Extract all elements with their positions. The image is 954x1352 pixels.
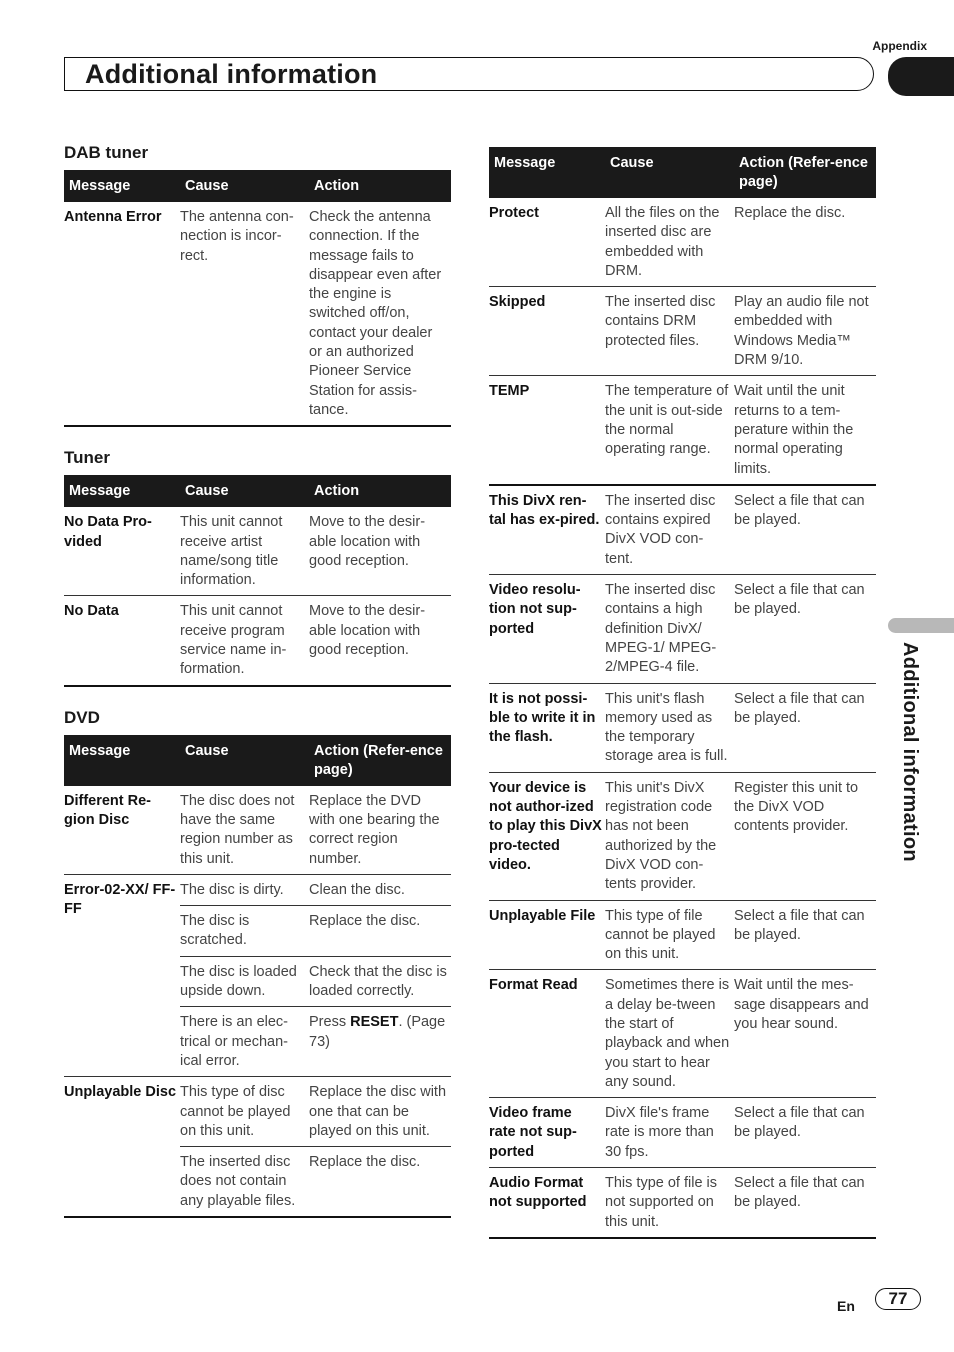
table-row [489,1168,876,1238]
message-cell: Different Re-gion Disc [64,786,180,875]
cause-cell: This unit cannot receive program service name in-formation. [180,596,309,686]
action-cell: Select a file that can be played. [734,683,876,772]
right-column [489,147,876,1239]
action-cell: Check the antenna connection. If the message fails to disappear even after the engine is switched off/on, contact your dealer or an authorized Pioneer Service Station for assis-tance. [309,202,451,426]
action-cell: Check that the disc is loaded correctly. [309,956,451,1007]
action-cell: Play an audio file not embedded with Windows Media™ DRM 9/10. [734,287,876,376]
table-row [64,202,451,426]
dvd-continued-table [489,147,876,1239]
cause-cell: DivX file's frame rate is more than 30 fps. [605,1098,734,1168]
dab-section-title: DAB tuner [64,143,149,162]
message-cell: This DivX ren-tal has ex-pired. [489,485,605,575]
message-cell: Error-02-XX/ FF-FF [64,874,180,1076]
action-cell: Replace the DVD with one bearing the correct region number. [309,786,451,875]
table-row [489,485,876,575]
header-cause: Cause [180,170,309,202]
table-row [64,1077,451,1147]
header-cause: Cause [180,735,309,786]
right-table-body [489,198,876,1238]
header-action: Action (Refer-ence page) [734,147,876,198]
action-cell: Move to the desir-able location with good reception. [309,596,451,686]
table-header-row [489,147,876,198]
language-label: En [837,1298,855,1314]
cause-cell: The inserted disc contains DRM protected files. [605,287,734,376]
message-cell: TEMP [489,376,605,485]
cause-cell: This unit cannot receive artist name/song title information. [180,507,309,596]
dab-table [64,170,451,427]
table-header-row [64,475,451,507]
header-cause: Cause [605,147,734,198]
table-row [489,287,876,376]
message-cell: Audio Format not supported [489,1168,605,1238]
tuner-table [64,475,451,686]
page-title: Additional information [85,59,378,89]
reset-keyword: RESET [350,1014,399,1031]
table-row [489,900,876,970]
action-text-post: . (Page 73) [309,1014,446,1050]
cause-cell: The temperature of the unit is out-side the normal operating range. [605,376,734,485]
table-row [64,786,451,875]
action-cell: Move to the desir-able location with good reception. [309,507,451,596]
message-cell: It is not possi-ble to write it in the flash. [489,683,605,772]
action-cell: Clean the disc. [309,874,451,905]
action-cell: Select a file that can be played. [734,485,876,575]
table-row [489,198,876,287]
table-row [489,376,876,485]
dvd-table [64,735,451,1218]
action-cell: Replace the disc. [734,198,876,287]
message-cell: Unplayable Disc [64,1077,180,1217]
table-row [489,772,876,900]
header-action: Action (Refer-ence page) [309,735,451,786]
header-message: Message [64,735,180,786]
chapter-tab [888,57,954,96]
message-cell: Protect [489,198,605,287]
action-cell: Select a file that can be played. [734,1168,876,1238]
table-row [64,507,451,596]
action-cell: Select a file that can be played. [734,575,876,683]
table-row [489,575,876,683]
cause-cell: All the files on the inserted disc are embedded with DRM. [605,198,734,287]
section-label: Appendix [872,39,927,53]
table-row [64,874,451,905]
header-cause: Cause [180,475,309,507]
left-column [64,140,451,1218]
cause-cell: This type of disc cannot be played on this unit. [180,1077,309,1147]
action-text-pre: Press [309,1014,351,1031]
dvd-section-title: DVD [64,707,100,727]
table-row [489,1098,876,1168]
cause-cell: Sometimes there is a delay be-tween the start of playback and when you start to hear any sound. [605,970,734,1098]
cause-cell: The disc is loaded upside down. [180,956,309,1007]
tuner-section-title: Tuner [64,448,110,468]
header-message: Message [489,147,605,198]
table-header-row [64,735,451,786]
cause-cell: There is an elec-trical or mechan-ical error. [180,1007,309,1077]
message-cell: Format Read [489,970,605,1098]
cause-cell: The inserted disc contains a high definition DivX/ MPEG-1/ MPEG-2/MPEG-4 file. [605,575,734,683]
cause-cell: This unit's DivX registration code has not been authorized by the DivX VOD con-tents provider. [605,772,734,900]
cause-cell: The inserted disc contains expired DivX VOD con-tent. [605,485,734,575]
cause-cell: The disc is scratched. [180,906,309,957]
action-cell: Wait until the unit returns to a tem-perature within the normal operating limits. [734,376,876,485]
cause-cell: This type of file cannot be played on this unit. [605,900,734,970]
cause-cell: The antenna con-nection is incor-rect. [180,202,309,426]
header-message: Message [64,475,180,507]
side-section-label: Additional information [899,642,921,862]
action-cell [309,1007,451,1077]
action-cell: Register this unit to the DivX VOD contents provider. [734,772,876,900]
message-cell: Your device is not author-ized to play this DivX pro-tected video. [489,772,605,900]
table-row [64,596,451,686]
table-row [489,683,876,772]
cause-cell: The inserted disc does not contain any playable files. [180,1147,309,1217]
message-cell: Unplayable File [489,900,605,970]
message-cell: Video frame rate not sup-ported [489,1098,605,1168]
action-cell: Wait until the mes-sage disappears and you hear sound. [734,970,876,1098]
title-bar [64,57,874,91]
cause-cell: The disc is dirty. [180,874,309,905]
message-cell: Video resolu-tion not sup-ported [489,575,605,683]
message-cell: No Data Pro-vided [64,507,180,596]
action-cell: Replace the disc with one that can be played on this unit. [309,1077,451,1147]
cause-cell: This type of file is not supported on this unit. [605,1168,734,1238]
message-cell: No Data [64,596,180,686]
table-row [489,970,876,1098]
header-action: Action [309,170,451,202]
action-cell: Select a file that can be played. [734,1098,876,1168]
message-cell: Antenna Error [64,202,180,426]
action-cell: Replace the disc. [309,1147,451,1217]
cause-cell: The disc does not have the same region number as this unit. [180,786,309,875]
table-header-row [64,170,451,202]
side-tab-marker [888,618,954,633]
header-message: Message [64,170,180,202]
page-number: 77 [875,1288,921,1310]
message-cell: Skipped [489,287,605,376]
action-cell: Replace the disc. [309,906,451,957]
action-cell: Select a file that can be played. [734,900,876,970]
header-action: Action [309,475,451,507]
cause-cell: This unit's flash memory used as the temporary storage area is full. [605,683,734,772]
